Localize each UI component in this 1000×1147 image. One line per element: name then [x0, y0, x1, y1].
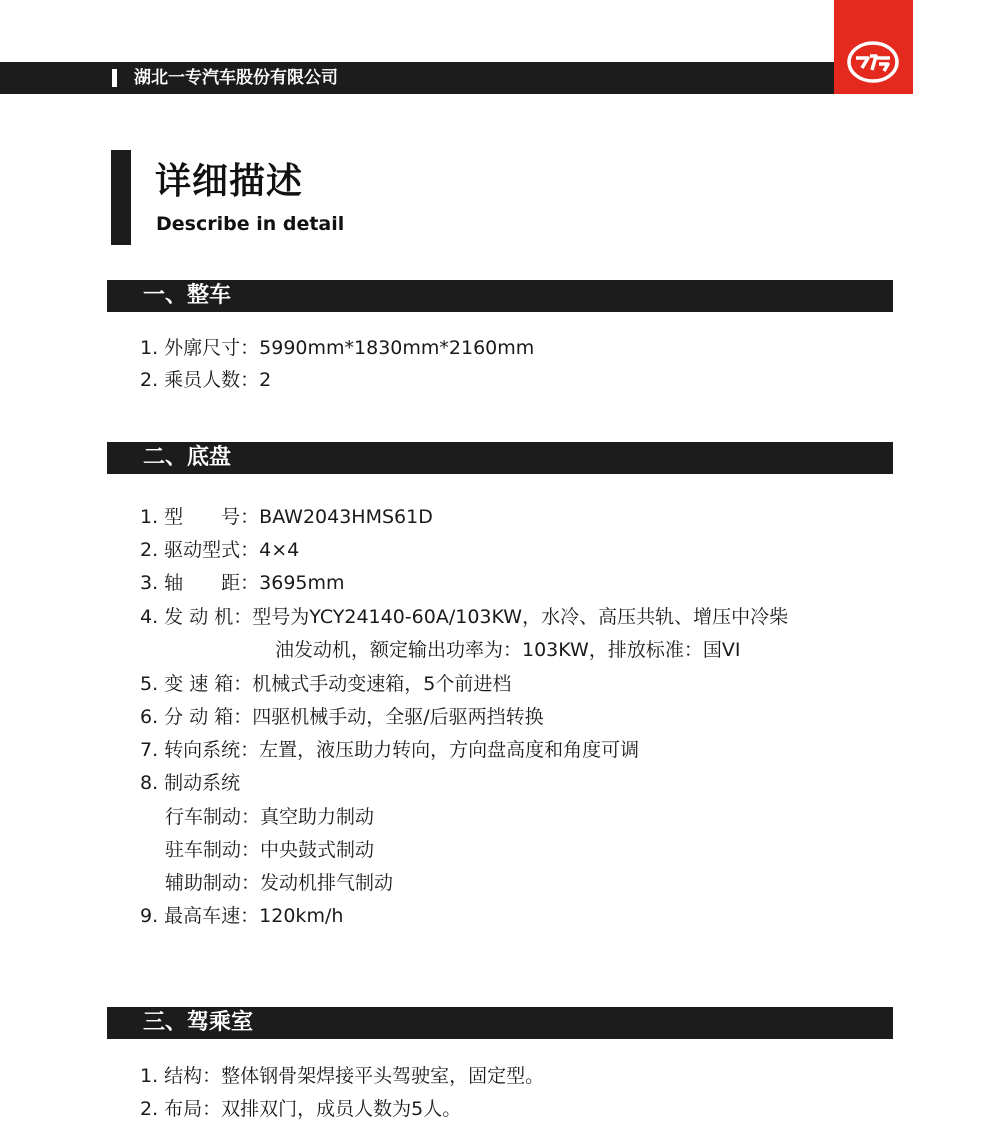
list-item — [140, 771, 240, 795]
item-value: 真空助力制动 — [260, 806, 375, 828]
section-title: 二、底盘 — [143, 445, 232, 470]
list-sub-item — [165, 871, 393, 895]
item-value: 4×4 — [259, 539, 300, 561]
item-label: 7. 转向系统： — [140, 739, 260, 761]
company-name: 湖北一专汽车股份有限公司 — [134, 68, 338, 88]
section-header-cab — [107, 1007, 893, 1039]
item-label: 2. 布局： — [140, 1098, 222, 1120]
item-value: 2 — [259, 369, 272, 391]
logo-block — [834, 0, 913, 94]
item-value: 四驱机械手动，全驱/后驱两挡转换 — [252, 706, 544, 728]
item-value: 3695mm — [259, 572, 345, 594]
list-item — [140, 571, 345, 595]
item-label: 1. 外廓尺寸： — [140, 337, 260, 359]
list-item — [140, 605, 788, 629]
list-item — [140, 368, 271, 392]
section-header-chassis — [107, 442, 893, 474]
header-tick-mark — [112, 69, 117, 87]
item-label: 1. 型 号： — [140, 506, 260, 528]
item-value: 左置，液压助力转向，方向盘高度和角度可调 — [259, 739, 640, 761]
section-title: 一、整车 — [143, 283, 232, 308]
list-item — [140, 505, 433, 529]
item-label: 行车制动： — [165, 806, 261, 828]
item-value: 中央鼓式制动 — [260, 839, 375, 861]
item-label: 2. 乘员人数： — [140, 369, 260, 391]
item-value: 发动机排气制动 — [260, 872, 394, 894]
item-label: 辅助制动： — [165, 872, 261, 894]
company-header-bar — [0, 62, 834, 94]
company-logo-icon — [846, 40, 900, 84]
list-item — [140, 336, 534, 360]
list-item — [140, 1097, 461, 1121]
list-item — [140, 904, 343, 928]
item-label: 5. 变 速 箱： — [140, 673, 253, 695]
section-title: 三、驾乘室 — [143, 1010, 254, 1035]
item-label: 6. 分 动 箱： — [140, 706, 253, 728]
list-item-continuation — [275, 638, 740, 662]
item-label: 9. 最高车速： — [140, 905, 260, 927]
page-title: 详细描述 — [155, 161, 304, 202]
item-value: BAW2043HMS61D — [259, 506, 433, 528]
list-item — [140, 738, 639, 762]
item-label: 8. 制动系统 — [140, 772, 241, 794]
item-label: 1. 结构： — [140, 1065, 222, 1087]
list-item — [140, 538, 299, 562]
section-header-vehicle — [107, 280, 893, 312]
item-value: 整体钢骨架焊接平头驾驶室，固定型。 — [221, 1065, 545, 1087]
title-accent-bar — [111, 150, 131, 245]
item-label: 3. 轴 距： — [140, 572, 260, 594]
item-label: 驻车制动： — [165, 839, 261, 861]
item-value: 双排双门，成员人数为5人。 — [221, 1098, 462, 1120]
page-subtitle: Describe in detail — [156, 213, 345, 235]
item-value-continuation: 油发动机，额定输出功率为：103KW，排放标准：国VI — [275, 639, 741, 661]
item-value: 机械式手动变速箱，5个前进档 — [252, 673, 512, 695]
list-sub-item — [165, 838, 374, 862]
list-item — [140, 1064, 544, 1088]
list-sub-item — [165, 805, 374, 829]
item-value: 型号为YCY24140-60A/103KW，水冷、高压共轨、增压中冷柴 — [252, 606, 789, 628]
item-label: 2. 驱动型式： — [140, 539, 260, 561]
item-label: 4. 发 动 机： — [140, 606, 253, 628]
item-value: 5990mm*1830mm*2160mm — [259, 337, 535, 359]
list-item — [140, 672, 511, 696]
list-item — [140, 705, 544, 729]
item-value: 120km/h — [259, 905, 344, 927]
